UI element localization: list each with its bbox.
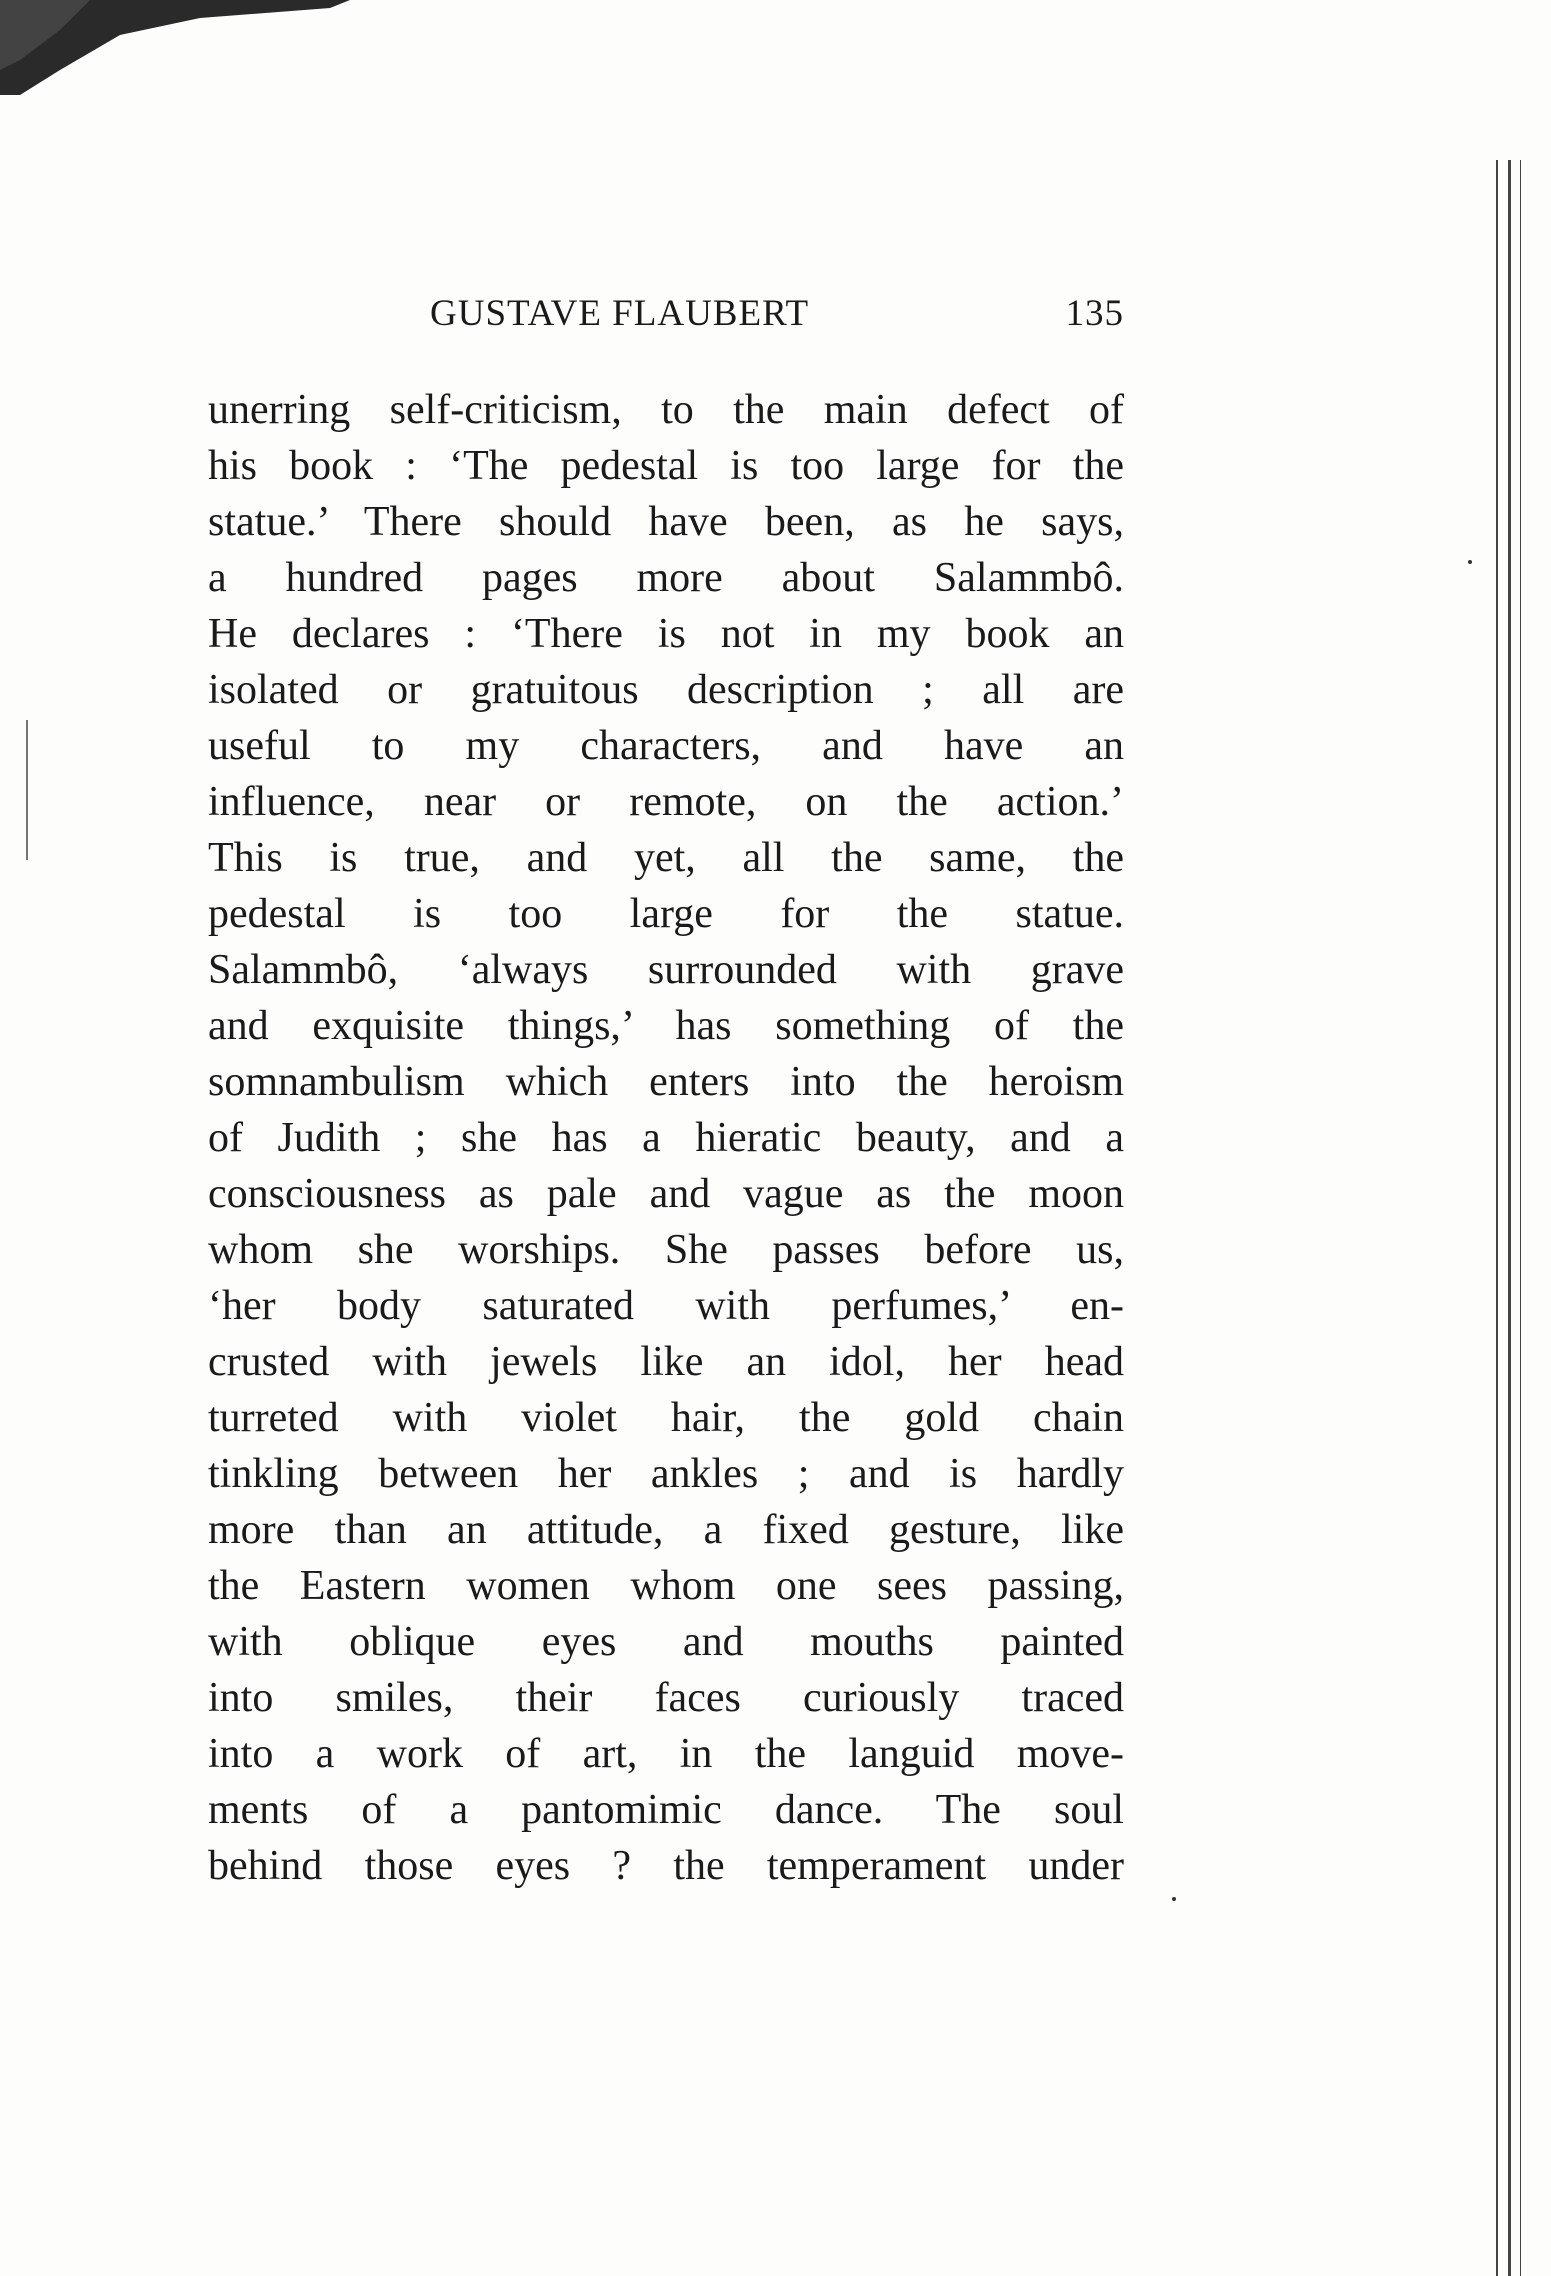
text-line [208,1670,1124,1726]
text-line-content: with oblique eyes and mouths painted [208,1619,1124,1665]
scan-smudge [0,0,350,95]
text-line-content: somnambulism which enters into the heroism [208,1059,1124,1105]
scan-speck [1172,1897,1176,1901]
text-line [208,494,1124,550]
scan-speck [1468,560,1472,564]
text-line-content: isolated or gratuitous description ; all are [208,667,1124,713]
text-line [208,1726,1124,1782]
text-line [208,774,1124,830]
text-line-content: more than an attitude, a fixed gesture, like [208,1507,1124,1553]
text-line [208,1446,1124,1502]
running-title: GUSTAVE FLAUBERT [430,293,810,334]
text-line-content: ments of a pantomimic dance. The soul [208,1787,1124,1833]
text-line [208,1166,1124,1222]
text-line [208,550,1124,606]
text-line [208,1390,1124,1446]
text-line [208,1502,1124,1558]
text-line-content: statue.’ There should have been, as he says, [208,499,1124,545]
text-line [208,438,1124,494]
text-line [208,606,1124,662]
text-line-content: whom she worships. She passes before us, [208,1227,1124,1273]
text-line-content: Salammbô, ‘always surrounded with grave [208,947,1124,993]
text-line-content: into a work of art, in the languid move- [208,1731,1124,1777]
text-line [208,1278,1124,1334]
page-edge-line [1508,160,1511,2276]
text-line [208,382,1124,438]
text-line [208,1054,1124,1110]
text-line-content: influence, near or remote, on the action.’ [208,779,1124,825]
text-line [208,718,1124,774]
text-line-content: behind those eyes ? the temperament under [208,1843,1124,1889]
text-line-content: pedestal is too large for the statue. [208,891,1124,937]
text-line [208,1334,1124,1390]
text-line [208,1782,1124,1838]
text-line-content: useful to my characters, and have an [208,723,1124,769]
text-line-content: his book : ‘The pedestal is too large for the [208,443,1124,489]
text-line-content: This is true, and yet, all the same, the [208,835,1124,881]
text-line-content: crusted with jewels like an idol, her head [208,1339,1124,1385]
text-line [208,1614,1124,1670]
text-line-content: unerring self-criticism, to the main defect of [208,387,1124,433]
scan-mark [26,720,28,860]
text-line [208,1558,1124,1614]
running-header [208,292,1124,348]
page-edge-line [1496,160,1498,2276]
text-line-content: the Eastern women whom one sees passing, [208,1563,1124,1609]
text-line [208,942,1124,998]
page-number: 135 [1065,293,1124,334]
page-edge-line [1520,160,1521,2276]
text-line [208,1110,1124,1166]
text-line [208,830,1124,886]
body-text [208,382,1124,1894]
text-line [208,886,1124,942]
text-line [208,1838,1124,1894]
text-line-content: He declares : ‘There is not in my book an [208,611,1124,657]
text-line-content: a hundred pages more about Salammbô. [208,555,1124,601]
text-line-content: of Judith ; she has a hieratic beauty, and a [208,1115,1124,1161]
text-line-content: consciousness as pale and vague as the moon [208,1171,1124,1217]
text-line-content: ‘her body saturated with perfumes,’ en- [208,1283,1124,1329]
text-line-content: and exquisite things,’ has something of the [208,1003,1124,1049]
text-line-content: into smiles, their faces curiously traced [208,1675,1124,1721]
text-line [208,662,1124,718]
text-line [208,1222,1124,1278]
text-line [208,998,1124,1054]
text-line-content: turreted with violet hair, the gold chain [208,1395,1124,1441]
text-line-content: tinkling between her ankles ; and is hardly [208,1451,1124,1497]
